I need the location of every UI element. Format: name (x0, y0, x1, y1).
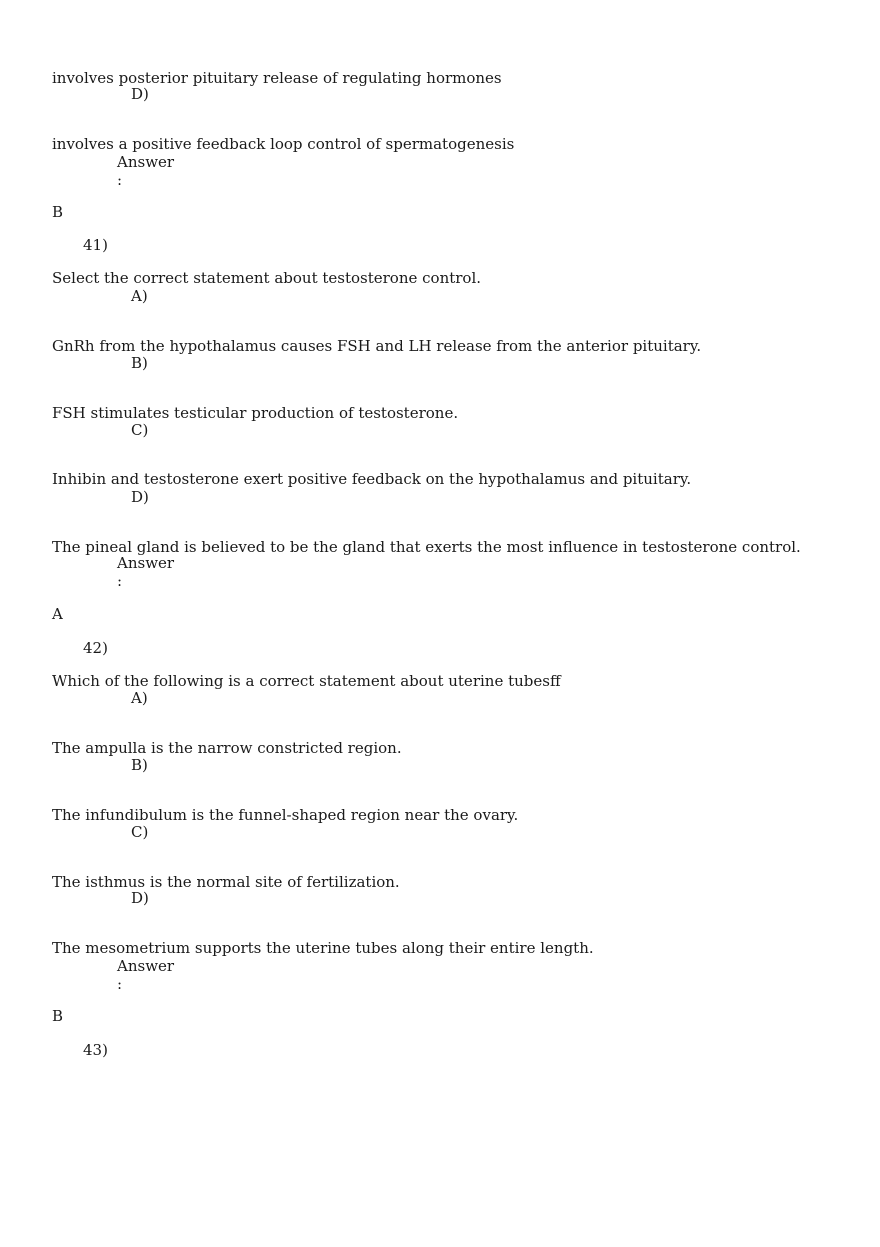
option-text: involves posterior pituitary release of regulating hormones (52, 69, 502, 87)
answer-colon: : (117, 171, 123, 189)
option-text: The mesometrium supports the uterine tubes along their entire length. (52, 939, 594, 957)
answer-label: Answer (117, 957, 175, 975)
option-text: The pineal gland is believed to be the gland that exerts the most influence in testosterone control. (52, 538, 801, 556)
answer-label: Answer (117, 153, 175, 171)
answer-value: A (52, 605, 63, 623)
question-text: Select the correct statement about testosterone control. (52, 269, 482, 287)
option-label: D) (131, 85, 149, 103)
question-number: 42) (83, 639, 108, 657)
option-label: C) (131, 823, 149, 841)
option-text: The isthmus is the normal site of fertilization. (52, 873, 400, 891)
option-label: D) (131, 488, 149, 506)
option-text: Inhibin and testosterone exert positive feedback on the hypothalamus and pituitary. (52, 470, 692, 488)
option-label: D) (131, 889, 149, 907)
question-number: 41) (83, 236, 108, 254)
option-text: involves a positive feedback loop control of spermatogenesis (52, 135, 515, 153)
answer-colon: : (117, 572, 123, 590)
option-label: B) (131, 354, 148, 372)
answer-value: B (52, 203, 64, 221)
option-label: A) (131, 287, 148, 305)
option-label: A) (131, 689, 148, 707)
option-text: The ampulla is the narrow constricted region. (52, 739, 402, 757)
question-number: 43) (83, 1041, 108, 1059)
question-text: Which of the following is a correct statement about uterine tubesff (52, 672, 561, 690)
answer-value: B (52, 1007, 64, 1025)
option-text: GnRh from the hypothalamus causes FSH and LH release from the anterior pituitary. (52, 337, 702, 355)
answer-label: Answer (117, 554, 175, 572)
option-text: FSH stimulates testicular production of testosterone. (52, 404, 459, 422)
option-label: C) (131, 421, 149, 439)
option-text: The infundibulum is the funnel-shaped region near the ovary. (52, 806, 519, 824)
option-label: B) (131, 756, 148, 774)
answer-colon: : (117, 975, 123, 993)
